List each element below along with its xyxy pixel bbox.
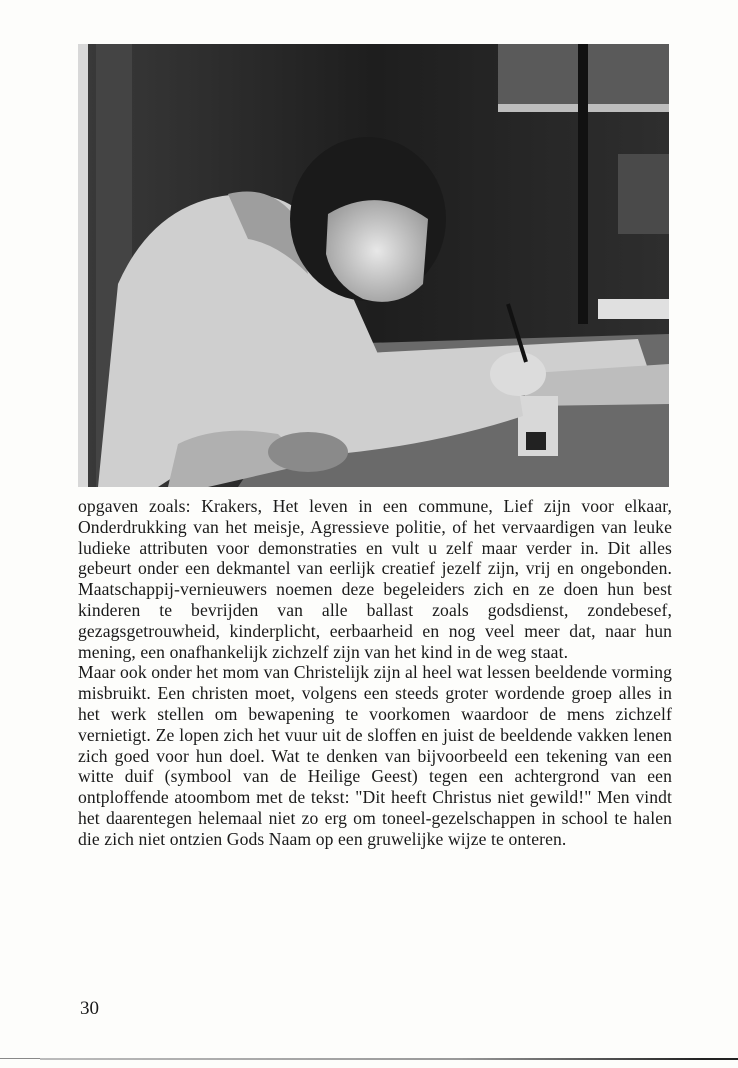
paragraph-1: opgaven zoals: Krakers, Het leven in een commune, Lief zijn voor elkaar, Onderdrukking van het meisje, Agressieve politie, of het vervaardigen van leuke ludieke attributen voor demonstraties en vult u zelf maar verder in. Dit alles gebeurt onder een dekmantel van eerlijk creatief jezelf zijn, vrij en ongebonden. Maatschappij-vernieuwers noemen deze begeleiders zich en ze doen hun best kinderen te bevrijden van alle ballast zoals godsdienst, zondebesef, gezagsgetrouwheid, kinderplicht, eerbaarheid en nog veel meer dat, naar hun mening, een onafhankelijk zichzelf zijn van het kind in de weg staat. bbox=[78, 496, 672, 662]
body-text bbox=[78, 496, 672, 850]
page-number: 30 bbox=[80, 998, 99, 1019]
photo-boy-drawing-icon bbox=[78, 44, 669, 487]
paragraph-2: Maar ook onder het mom van Christelijk zijn al heel wat lessen beeldende vorming misbruikt. Een christen moet, volgens een steeds groter wordende groep alles in het werk stellen om bewapening te voorkomen waardoor de mens zichzelf vernietigt. Ze lopen zich het vuur uit de sloffen en juist de beeldende vakken lenen zich goed voor hun doel. Wat te denken van bijvoorbeeld een tekening van een witte duif (symbool van de Heilige Geest) tegen een achtergrond van een ontploffende atoombom met de tekst: "Dit heeft Christus niet gewild!" Men vindt het daarentegen helemaal niet zo erg om toneel-gezelschappen in school te halen die zich niet ontzien Gods Naam op een gruwelijke wijze te onteren. bbox=[78, 662, 672, 849]
photo-boy-drawing bbox=[78, 44, 669, 487]
page-edge-rule-left bbox=[0, 1058, 40, 1059]
page-edge-rule bbox=[40, 1058, 738, 1060]
